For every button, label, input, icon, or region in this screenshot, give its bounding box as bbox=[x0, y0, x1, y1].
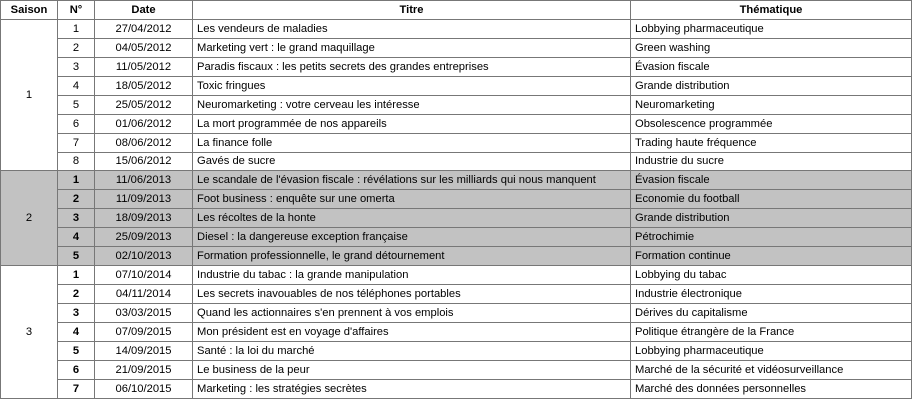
episode-theme: Neuromarketing bbox=[631, 95, 912, 114]
episode-date: 11/09/2013 bbox=[95, 190, 193, 209]
episode-number: 7 bbox=[58, 133, 95, 152]
table-row bbox=[1, 209, 912, 228]
episode-number: 5 bbox=[58, 95, 95, 114]
episode-date: 21/09/2015 bbox=[95, 360, 193, 379]
episode-theme: Lobbying pharmaceutique bbox=[631, 19, 912, 38]
episode-title: Diesel : la dangereuse exception française bbox=[193, 228, 631, 247]
table-row bbox=[1, 38, 912, 57]
episode-number: 4 bbox=[58, 322, 95, 341]
season-label: 3 bbox=[1, 266, 58, 399]
episode-theme: Dérives du capitalisme bbox=[631, 304, 912, 323]
episode-theme: Obsolescence programmée bbox=[631, 114, 912, 133]
header-date: Date bbox=[95, 1, 193, 20]
episode-number: 3 bbox=[58, 304, 95, 323]
episode-number: 1 bbox=[58, 171, 95, 190]
season-label: 2 bbox=[1, 171, 58, 266]
episode-number: 3 bbox=[58, 209, 95, 228]
episode-date: 07/09/2015 bbox=[95, 322, 193, 341]
episode-title: Foot business : enquête sur une omerta bbox=[193, 190, 631, 209]
episode-theme: Economie du football bbox=[631, 190, 912, 209]
episode-theme: Évasion fiscale bbox=[631, 171, 912, 190]
episode-title: Les vendeurs de maladies bbox=[193, 19, 631, 38]
table-row bbox=[1, 322, 912, 341]
episode-theme: Politique étrangère de la France bbox=[631, 322, 912, 341]
episode-date: 04/05/2012 bbox=[95, 38, 193, 57]
episode-theme: Lobbying pharmaceutique bbox=[631, 341, 912, 360]
episode-theme: Industrie électronique bbox=[631, 285, 912, 304]
episode-title: Quand les actionnaires s'en prennent à vos emplois bbox=[193, 304, 631, 323]
episode-theme: Grande distribution bbox=[631, 76, 912, 95]
header-titre: Titre bbox=[193, 1, 631, 20]
episode-date: 25/09/2013 bbox=[95, 228, 193, 247]
table-row bbox=[1, 341, 912, 360]
table-row bbox=[1, 247, 912, 266]
episode-number: 2 bbox=[58, 285, 95, 304]
table-row bbox=[1, 133, 912, 152]
episode-title: Gavés de sucre bbox=[193, 152, 631, 171]
episode-title: Santé : la loi du marché bbox=[193, 341, 631, 360]
episode-theme: Trading haute fréquence bbox=[631, 133, 912, 152]
episode-theme: Formation continue bbox=[631, 247, 912, 266]
episode-number: 4 bbox=[58, 228, 95, 247]
episode-date: 14/09/2015 bbox=[95, 341, 193, 360]
episode-title: La finance folle bbox=[193, 133, 631, 152]
table-row bbox=[1, 266, 912, 285]
episode-theme: Lobbying du tabac bbox=[631, 266, 912, 285]
table-row bbox=[1, 114, 912, 133]
episode-title: La mort programmée de nos appareils bbox=[193, 114, 631, 133]
episode-number: 8 bbox=[58, 152, 95, 171]
table-row bbox=[1, 152, 912, 171]
episode-theme: Marché de la sécurité et vidéosurveillance bbox=[631, 360, 912, 379]
episode-date: 02/10/2013 bbox=[95, 247, 193, 266]
episode-date: 11/05/2012 bbox=[95, 57, 193, 76]
episode-title: Industrie du tabac : la grande manipulation bbox=[193, 266, 631, 285]
episode-date: 03/03/2015 bbox=[95, 304, 193, 323]
episode-number: 5 bbox=[58, 247, 95, 266]
episode-number: 5 bbox=[58, 341, 95, 360]
table-row bbox=[1, 95, 912, 114]
episode-number: 1 bbox=[58, 19, 95, 38]
episode-theme: Pétrochimie bbox=[631, 228, 912, 247]
episode-theme: Industrie du sucre bbox=[631, 152, 912, 171]
episode-title: Le scandale de l'évasion fiscale : révélations sur les milliards qui nous manquent bbox=[193, 171, 631, 190]
episode-title: Mon président est en voyage d'affaires bbox=[193, 322, 631, 341]
episode-date: 01/06/2012 bbox=[95, 114, 193, 133]
table-row bbox=[1, 304, 912, 323]
episode-number: 2 bbox=[58, 190, 95, 209]
episode-number: 4 bbox=[58, 76, 95, 95]
episode-date: 25/05/2012 bbox=[95, 95, 193, 114]
table-row bbox=[1, 57, 912, 76]
episode-date: 07/10/2014 bbox=[95, 266, 193, 285]
table-row bbox=[1, 228, 912, 247]
table-row bbox=[1, 190, 912, 209]
episode-number: 6 bbox=[58, 360, 95, 379]
header-row bbox=[1, 1, 912, 20]
header-numero: N° bbox=[58, 1, 95, 20]
episode-theme: Marché des données personnelles bbox=[631, 379, 912, 398]
table-body bbox=[1, 19, 912, 398]
header-thematique: Thématique bbox=[631, 1, 912, 20]
table-row bbox=[1, 285, 912, 304]
episode-date: 08/06/2012 bbox=[95, 133, 193, 152]
episode-number: 3 bbox=[58, 57, 95, 76]
table-row bbox=[1, 379, 912, 398]
episode-title: Paradis fiscaux : les petits secrets des grandes entreprises bbox=[193, 57, 631, 76]
episode-date: 18/05/2012 bbox=[95, 76, 193, 95]
episode-date: 15/06/2012 bbox=[95, 152, 193, 171]
episode-number: 7 bbox=[58, 379, 95, 398]
table-row bbox=[1, 76, 912, 95]
header-saison: Saison bbox=[1, 1, 58, 20]
episode-title: Toxic fringues bbox=[193, 76, 631, 95]
episode-theme: Grande distribution bbox=[631, 209, 912, 228]
table-row bbox=[1, 171, 912, 190]
episode-theme: Évasion fiscale bbox=[631, 57, 912, 76]
episode-title: Les récoltes de la honte bbox=[193, 209, 631, 228]
episode-title: Les secrets inavouables de nos téléphones portables bbox=[193, 285, 631, 304]
episode-date: 11/06/2013 bbox=[95, 171, 193, 190]
episode-number: 1 bbox=[58, 266, 95, 285]
episode-title: Neuromarketing : votre cerveau les intéresse bbox=[193, 95, 631, 114]
episode-title: Formation professionnelle, le grand détournement bbox=[193, 247, 631, 266]
episode-title: Le business de la peur bbox=[193, 360, 631, 379]
episode-theme: Green washing bbox=[631, 38, 912, 57]
episode-date: 18/09/2013 bbox=[95, 209, 193, 228]
episode-number: 2 bbox=[58, 38, 95, 57]
episode-title: Marketing : les stratégies secrètes bbox=[193, 379, 631, 398]
episode-date: 06/10/2015 bbox=[95, 379, 193, 398]
episode-number: 6 bbox=[58, 114, 95, 133]
table-row bbox=[1, 360, 912, 379]
season-label: 1 bbox=[1, 19, 58, 171]
table-row bbox=[1, 19, 912, 38]
episode-date: 04/11/2014 bbox=[95, 285, 193, 304]
episode-title: Marketing vert : le grand maquillage bbox=[193, 38, 631, 57]
episode-date: 27/04/2012 bbox=[95, 19, 193, 38]
